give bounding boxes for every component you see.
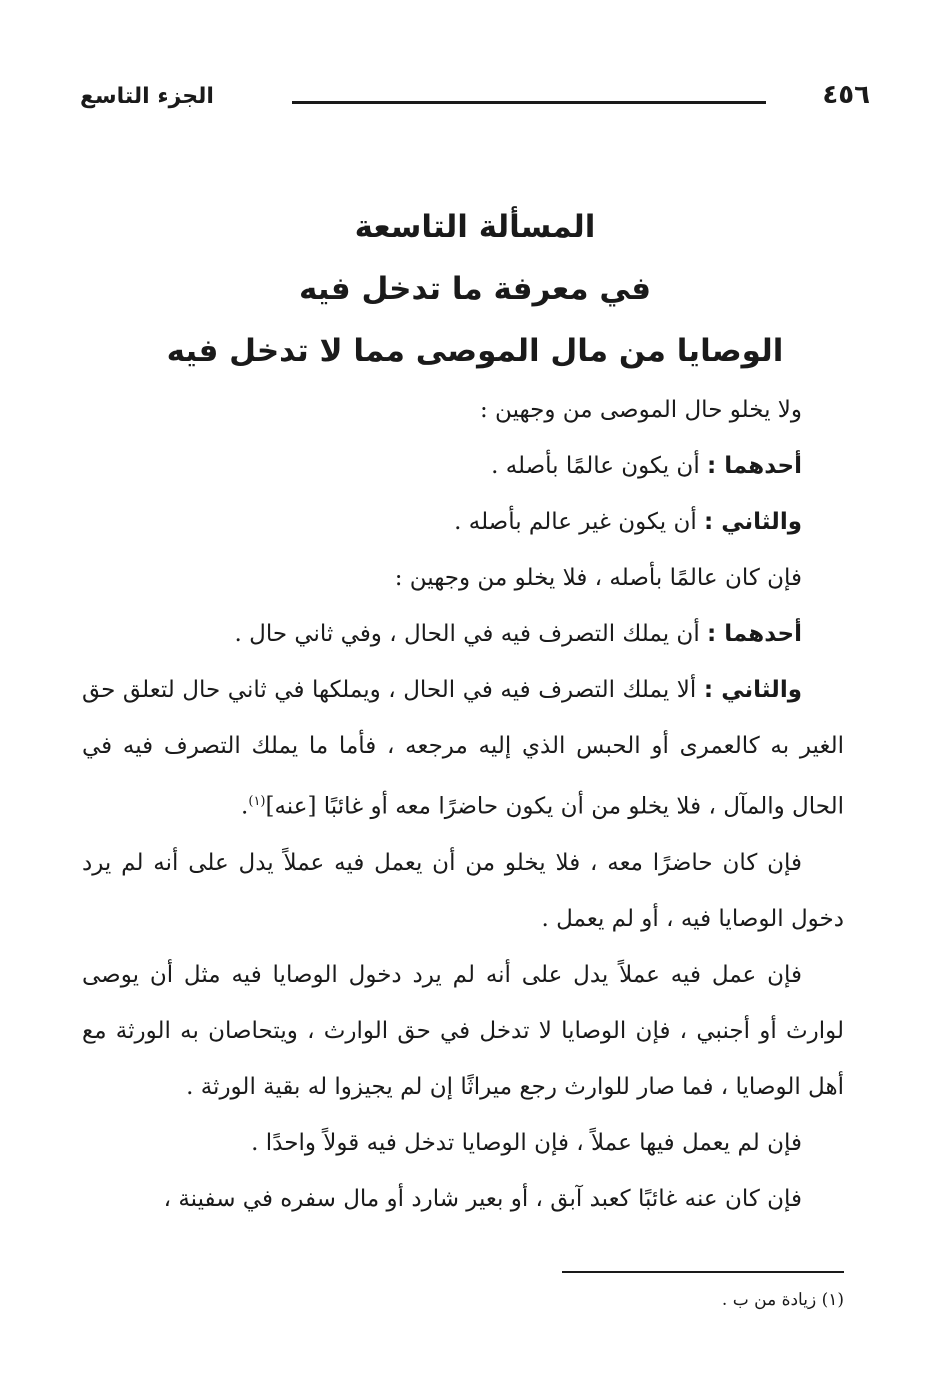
chapter-headings	[80, 196, 870, 382]
paragraph-text: فإن كان عنه غائبًا كعبد آبق ، أو بعير شارد أو مال سفره في سفينة ،	[163, 1185, 802, 1212]
chapter-heading: المسألة التاسعة	[354, 209, 596, 245]
footnote: (١) زيادة من ب .	[721, 1290, 844, 1310]
running-title: الجزء التاسع	[80, 84, 214, 109]
body-text	[82, 382, 844, 1227]
paragraph	[82, 947, 844, 1115]
paragraph	[82, 835, 844, 947]
paragraph	[82, 438, 844, 494]
paragraph-text: ألا يملك التصرف فيه في الحال ، ويملكها في ثاني حال لتعلق حق الغير به كالعمرى أو الحبس الذي إليه مرجعه ، فأما ما يملك التصرف فيه في الحال والمآل ، فلا يخلو من أن يكون حاضرًا معه أو غائبًا [عنه]	[82, 677, 844, 820]
chapter-subheading: في معرفة ما تدخل فيه	[298, 271, 652, 307]
paragraph-text: .	[241, 793, 249, 820]
page-number: ٤٥٦	[822, 80, 870, 110]
paragraph	[82, 494, 844, 550]
paragraph-text: فإن عمل فيه عملاً يدل على أنه لم يرد دخول الوصايا فيه مثل أن يوصى لوارث أو أجنبي ، فإن الوصايا لا تدخل في حق الوارث ، ويتحاصان به الورثة مع أهل الوصايا ، فما صار للوارث رجع ميراثًا إن لم يجيزوا له بقية الورثة .	[82, 961, 844, 1100]
footnote-marker: (١)	[248, 794, 266, 809]
paragraph-text: أن يملك التصرف فيه في الحال ، وفي ثاني حال .	[234, 621, 708, 647]
header-rule	[292, 101, 766, 104]
paragraph-text: فإن كان حاضرًا معه ، فلا يخلو من أن يعمل فيه عملاً يدل على أنه لم يرد دخول الوصايا فيه ، أو لم يعمل .	[82, 849, 844, 932]
paragraph-text: أن يكون غير عالم بأصله .	[454, 509, 705, 535]
paragraph-lead: والثاني :	[703, 677, 803, 703]
paragraph	[82, 606, 844, 662]
paragraph-text: ولا يخلو حال الموصى من وجهين :	[480, 397, 802, 423]
paragraph	[82, 550, 844, 606]
paragraph-lead: أحدهما :	[707, 453, 802, 479]
paragraph	[82, 1115, 844, 1171]
paragraph-text: فإن لم يعمل فيها عملاً ، فإن الوصايا تدخل فيه قولاً واحدًا .	[251, 1129, 802, 1156]
paragraph	[82, 382, 844, 438]
paragraph-lead: أحدهما :	[707, 621, 802, 647]
paragraph-lead: والثاني :	[704, 509, 802, 535]
paragraph	[82, 1171, 844, 1227]
paragraph	[82, 662, 844, 835]
footnote-rule	[562, 1271, 844, 1273]
page-header	[80, 80, 870, 124]
paragraph-text: أن يكون عالمًا بأصله .	[491, 453, 708, 479]
paragraph-text: فإن كان عالمًا بأصله ، فلا يخلو من وجهين :	[394, 565, 802, 591]
chapter-subheading: الوصايا من مال الموصى مما لا تدخل فيه	[166, 333, 784, 369]
